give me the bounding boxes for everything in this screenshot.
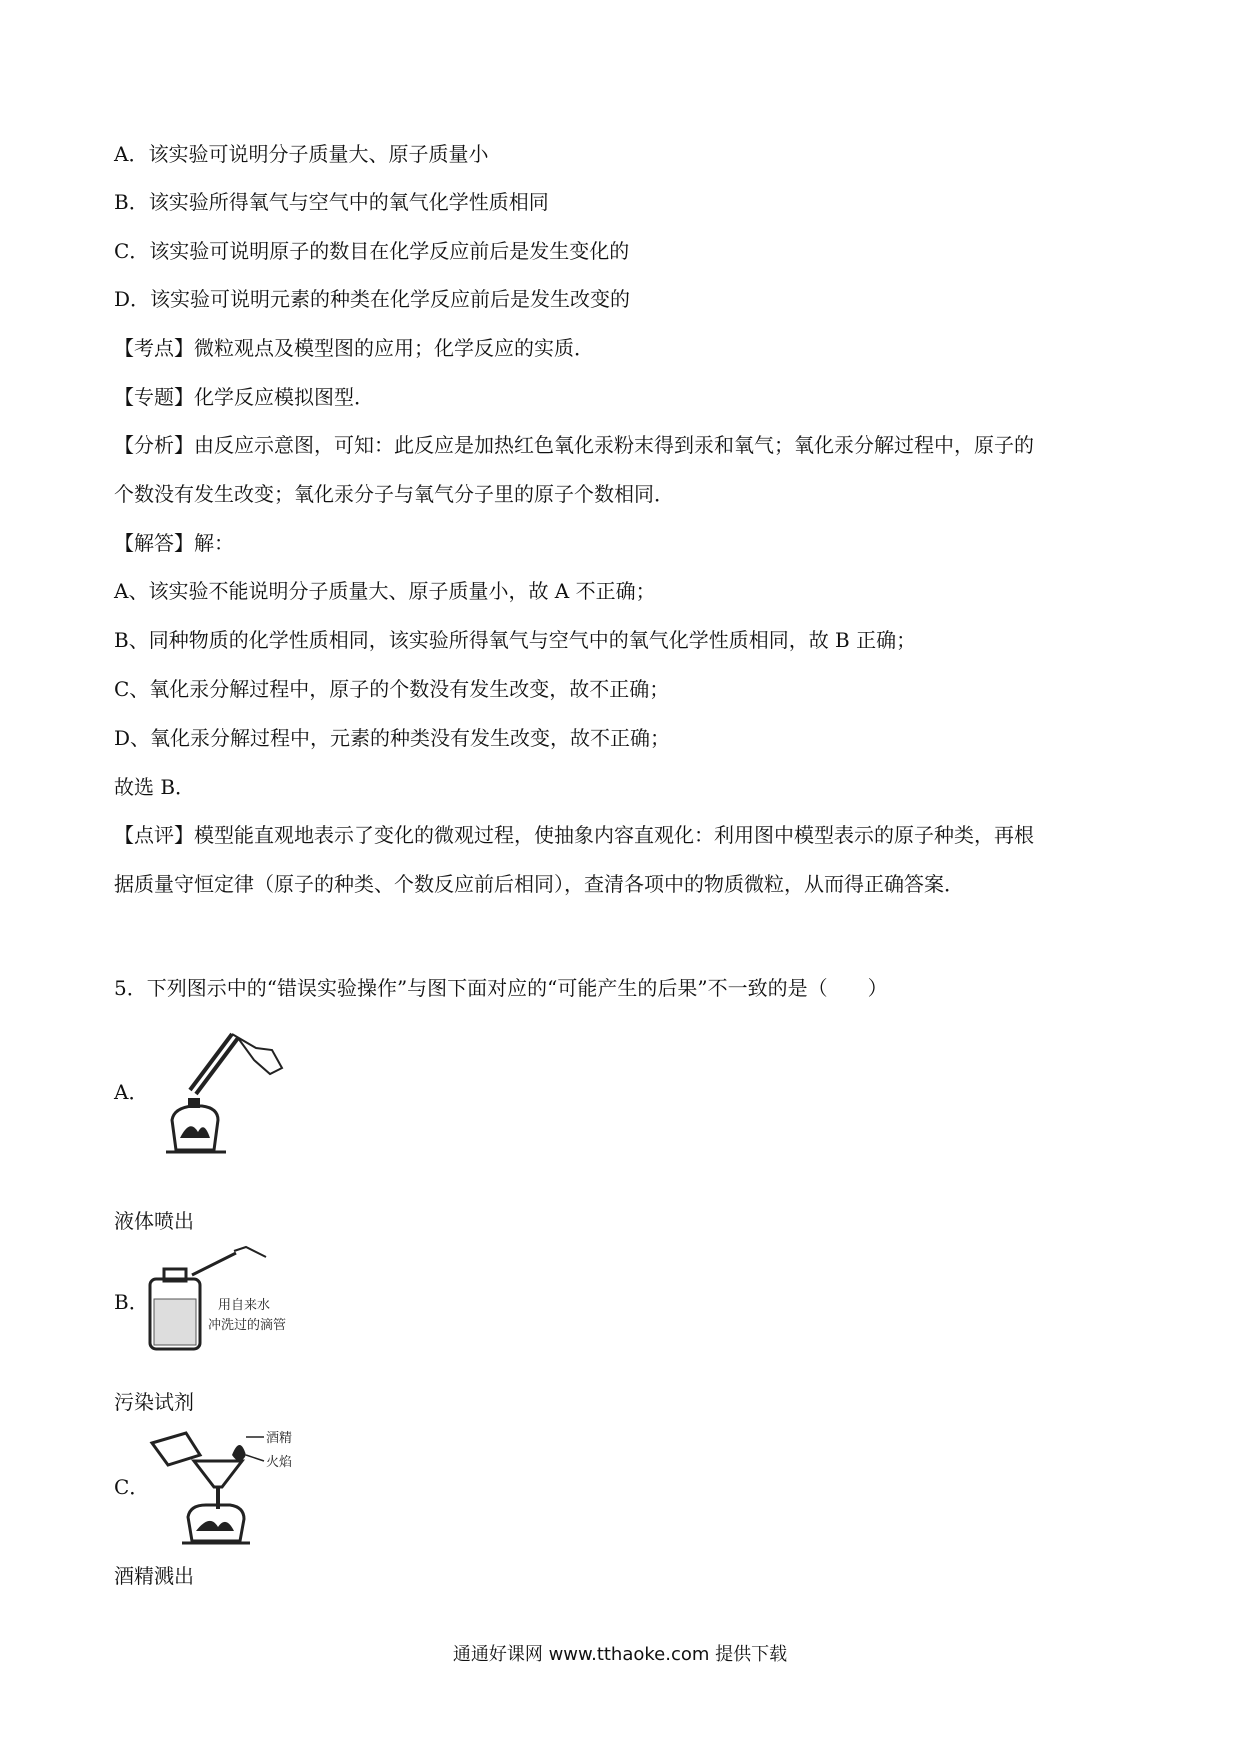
figure-a-row <box>114 1020 286 1160</box>
option-c: C．该实验可说明原子的数目在化学反应前后是发生变化的 <box>114 239 630 263</box>
figure-c-label: C． <box>114 1474 150 1499</box>
figure-c-alcohol-lamp-icon <box>146 1425 306 1545</box>
answer-d: D、氧化汞分解过程中，元素的种类没有发生改变，故不正确； <box>114 726 671 750</box>
zhuanti: 【专题】化学反应模拟图型． <box>114 385 374 409</box>
figure-b-text-1: 用自来水 <box>218 1298 271 1313</box>
answer-a: A、该实验不能说明分子质量大、原子质量小，故 A 不正确； <box>114 579 656 603</box>
fenxi-line-2: 个数没有发生改变；氧化汞分子与氧气分子里的原子个数相同． <box>114 482 674 506</box>
figure-b-label: B． <box>114 1289 149 1314</box>
option-d: D．该实验可说明元素的种类在化学反应前后是发生改变的 <box>114 287 631 311</box>
figure-b-caption: 污染试剂 <box>114 1390 194 1414</box>
option-a: A．该实验可说明分子质量大、原子质量小 <box>114 142 489 166</box>
jieda: 【解答】解： <box>114 531 234 555</box>
figure-c-caption: 酒精溅出 <box>114 1564 194 1588</box>
figure-a-label: A． <box>114 1079 149 1104</box>
figure-a-caption: 液体喷出 <box>114 1209 194 1233</box>
question-5: 5．下列图示中的“错误实验操作”与图下面对应的“可能产生的后果”不一致的是（ ） <box>114 976 888 1000</box>
footer: 通通好课网 www.tthaoke.com 提供下载 <box>452 1644 788 1665</box>
figure-c-row <box>114 1425 306 1545</box>
answer-b: B、同种物质的化学性质相同，该实验所得氧气与空气中的氧气化学性质相同，故 B 正确； <box>114 628 917 652</box>
figure-b-text-2: 冲洗过的滴管 <box>208 1318 287 1333</box>
option-b: B．该实验所得氧气与空气中的氧气化学性质相同 <box>114 190 549 214</box>
fenxi-line-1: 【分析】由反应示意图，可知：此反应是加热红色氧化汞粉末得到汞和氧气；氧化汞分解过程中，原子的 <box>114 433 1034 457</box>
kaodian: 【考点】微粒观点及模型图的应用；化学反应的实质． <box>114 336 594 360</box>
figure-b-reagent-bottle-icon <box>146 1245 326 1355</box>
answer-c: C、氧化汞分解过程中，原子的个数没有发生改变，故不正确； <box>114 677 670 701</box>
figure-c-text-1: 酒精 <box>266 1431 293 1446</box>
guxuan: 故选 B． <box>114 775 196 799</box>
dianping-line-1: 【点评】模型能直观地表示了变化的微观过程，使抽象内容直观化：利用图中模型表示的原子种类，再根 <box>114 823 1034 847</box>
figure-a-heating-test-tube-icon <box>146 1020 286 1160</box>
figure-c-text-2: 火焰 <box>266 1455 293 1470</box>
dianping-line-2: 据质量守恒定律（原子的种类、个数反应前后相同），查清各项中的物质微粒，从而得正确答案． <box>114 872 964 896</box>
figure-b-row <box>114 1245 326 1355</box>
